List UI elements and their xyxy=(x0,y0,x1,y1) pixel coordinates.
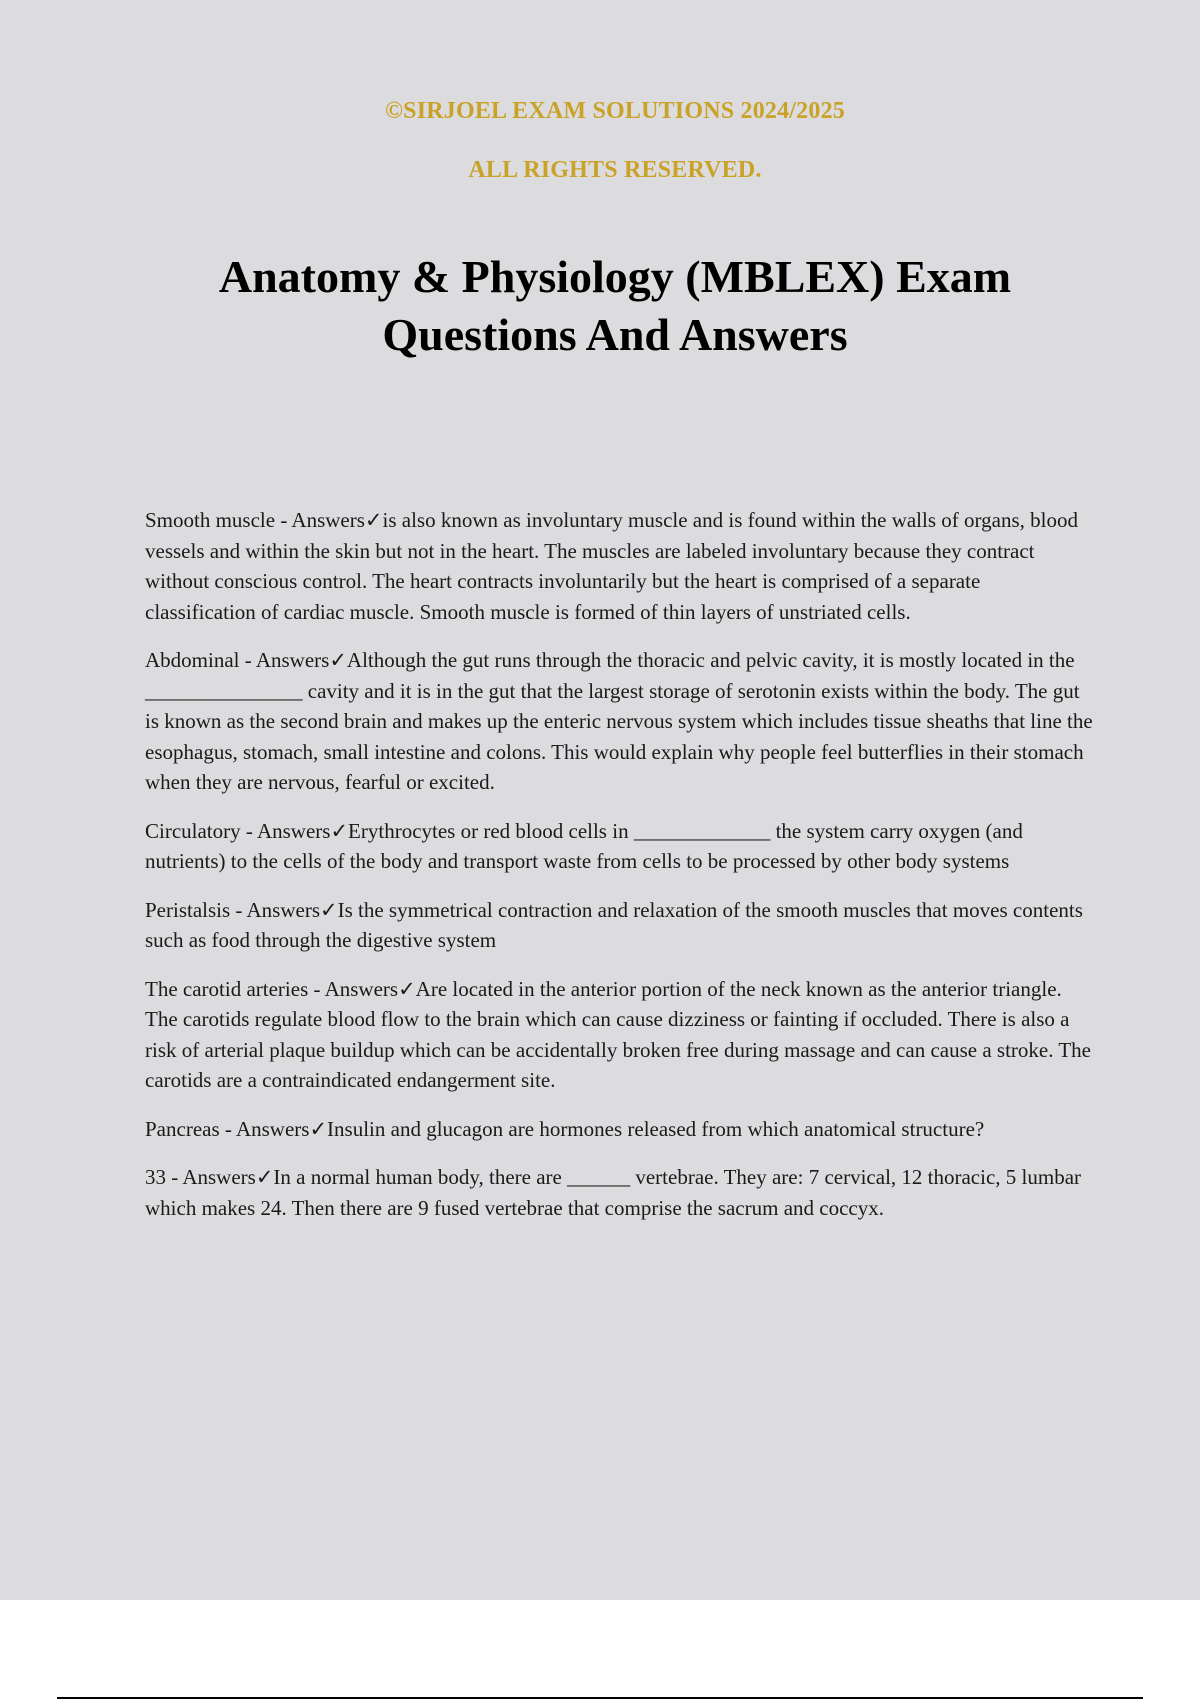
qa-list xyxy=(145,505,1095,1241)
qa-item-circulatory: Circulatory - Answers✓Erythrocytes or red blood cells in _____________ the system carry oxygen (and nutrients) to the cells of the body and transport waste from cells to be processed by other body systems xyxy=(145,818,1023,873)
qa-item-carotid-arteries: The carotid arteries - Answers✓Are located in the anterior portion of the neck known as the anterior triangle. The carotids regulate blood flow to the brain which can cause dizziness or fainting if occluded. There is also a risk of arterial plaque buildup which can be accidentally broken free during massage and can cause a stroke. The carotids are a contraindicated endangerment site. xyxy=(145,976,1091,1092)
document-title xyxy=(100,248,1130,364)
copyright-notice: ©SIRJOEL EXAM SOLUTIONS 2024/2025 xyxy=(385,98,845,124)
title-line-2: Questions And Answers xyxy=(382,309,848,360)
title-line-1: Anatomy & Physiology (MBLEX) Exam xyxy=(218,251,1012,302)
qa-item-smooth-muscle: Smooth muscle - Answers✓is also known as involuntary muscle and is found within the walls of organs, blood vessels and within the skin but not in the heart. The muscles are labeled involuntary because they contract without conscious control. The heart contracts involuntarily but the heart is comprised of a separate classification of cardiac muscle. Smooth muscle is formed of thin layers of unstriated cells. xyxy=(145,508,1078,624)
qa-item-abdominal: Abdominal - Answers✓Although the gut runs through the thoracic and pelvic cavity, it is mostly located in the _______________ cavity and it is in the gut that the largest storage of serotonin exists within the body. The gut is known as the second brain and makes up the enteric nervous system which includes tissue sheaths that line the esophagus, stomach, small intestine and colons. This would explain why people feel butterflies in their stomach when they are nervous, fearful or excited. xyxy=(145,648,1093,794)
qa-item-vertebrae: 33 - Answers✓In a normal human body, there are ______ vertebrae. They are: 7 cervical, 12 thoracic, 5 lumbar which makes 24. Then there are 9 fused vertebrae that comprise the sacrum and coccyx. xyxy=(145,1165,1082,1220)
qa-item-pancreas: Pancreas - Answers✓Insulin and glucagon are hormones released from which anatomical structure? xyxy=(145,1116,985,1141)
qa-item-peristalsis: Peristalsis - Answers✓Is the symmetrical contraction and relaxation of the smooth muscles that moves contents such as food through the digestive system xyxy=(145,897,1083,952)
rights-reserved-notice: ALL RIGHTS RESERVED. xyxy=(468,157,762,183)
footer-divider xyxy=(57,1697,1143,1699)
